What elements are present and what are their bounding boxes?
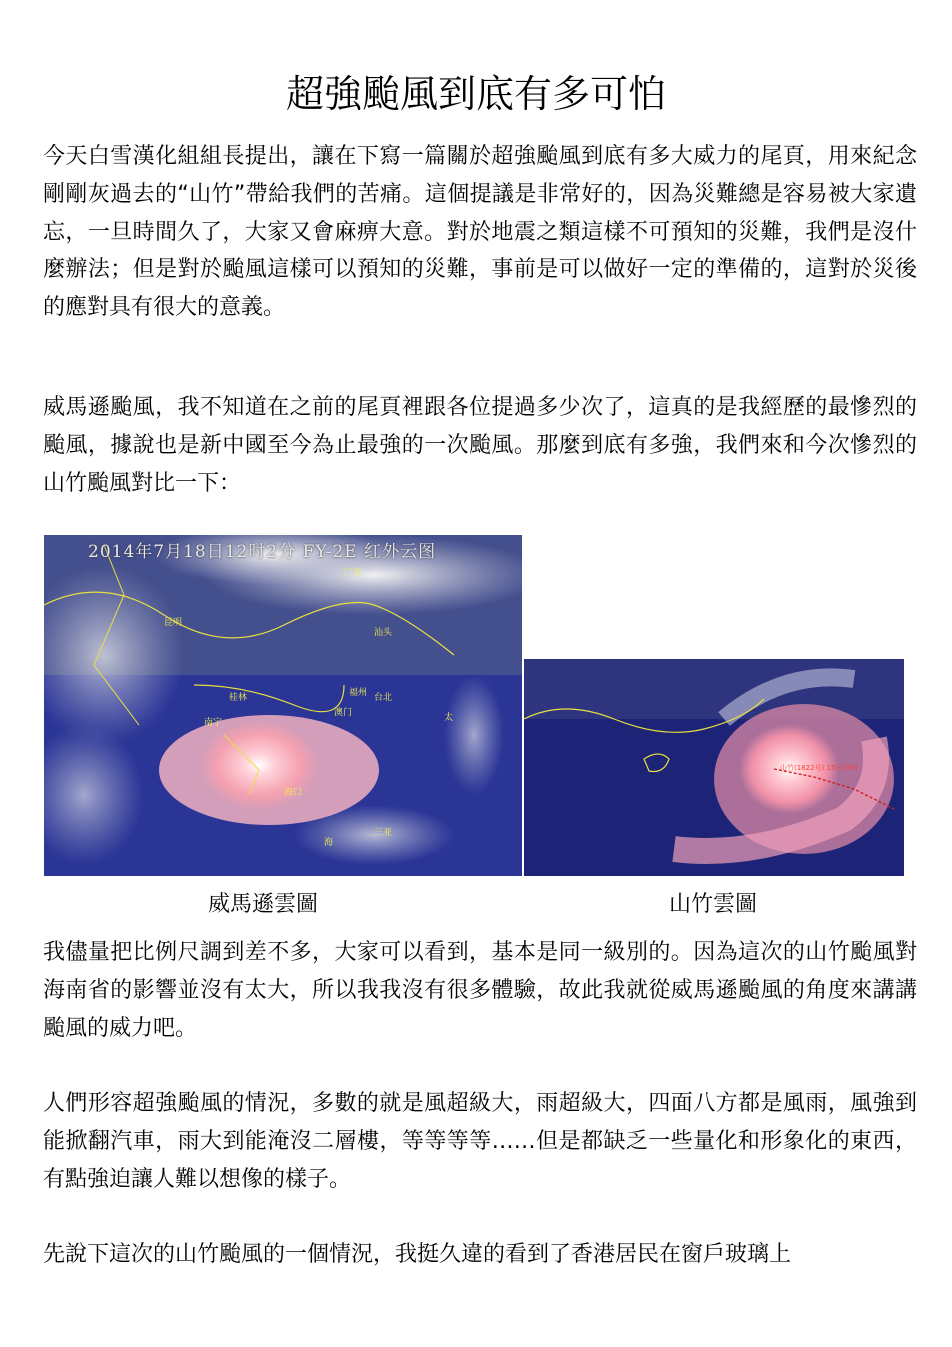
- paragraph-intro: 今天白雪漢化組組長提出，讓在下寫一篇關於超強颱風到底有多大威力的尾頁，用來紀念剛剛灰過去的“山竹”帶給我們的苦痛。這個提議是非常好的，因為災難總是容易被大家遺忘，一旦時間久了，大家又會麻痹大意。對於地震之類這樣不可預知的災難，我們是沒什麼辦法；但是對於颱風這樣可以預知的災難，事前是可以做好一定的準備的，這對於災後的應對具有很大的意義。: [43, 144, 917, 321]
- mangkhut-satellite-image: [524, 659, 904, 876]
- map-label: 福州: [349, 688, 368, 698]
- paragraph-description: 人們形容超強颱風的情況，多數的就是風超級大，雨超級大，四面八方都是風雨，風強到能掀翻汽車，雨大到能淹沒二層樓，等等等等……但是都缺乏一些量化和形象化的東西，有點強迫讓人難以想像的樣子。: [43, 1091, 917, 1192]
- map-label: 桂林: [229, 693, 248, 703]
- page-title: 超強颱風到底有多可怕: [285, 72, 666, 116]
- map-label: 海: [324, 838, 334, 848]
- caption-rammasun: 威馬遜雲圖: [208, 892, 319, 917]
- paragraph-comparison: 我儘量把比例尺調到差不多，大家可以看到，基本是同一級別的。因為這次的山竹颱風對海南省的影響並沒有太大，所以我我沒有很多體驗，故此我就從威馬遜颱風的角度來講講颱風的威力吧。: [43, 940, 917, 1041]
- caption-mangkhut: 山竹雲圖: [669, 892, 758, 917]
- rammasun-satellite-image: [44, 535, 522, 876]
- map-label: 海口: [284, 788, 303, 798]
- paragraph-rammasun: 威馬遜颱風，我不知道在之前的尾頁裡跟各位提過多少次了，這真的是我經歷的最慘烈的颱風，據說也是新中國至今為止最強的一次颱風。那麼到底有多強，我們來和今次慘烈的山竹颱風對比一下：: [43, 395, 917, 496]
- rammasun-image-header: 2014年7月18日12时2分 FY-2E 红外云图: [88, 542, 437, 562]
- map-label: 昆明: [164, 618, 183, 628]
- map-label: 南宁: [204, 718, 223, 728]
- map-label: 台北: [374, 693, 393, 703]
- map-label: 太: [444, 713, 454, 723]
- map-label: 汕头: [374, 628, 393, 638]
- map-label: 澳门: [334, 708, 353, 718]
- paragraph-hongkong: 先說下這次的山竹颱風的一個情況，我挺久違的看到了香港居民在窗戶玻璃上: [43, 1242, 792, 1267]
- map-label: 三亚: [374, 828, 393, 838]
- mangkhut-track-label: 山竹(1822号) 15日15时: [780, 764, 859, 772]
- map-label: 广东: [344, 568, 363, 578]
- rammasun-cloud-map: [44, 535, 522, 876]
